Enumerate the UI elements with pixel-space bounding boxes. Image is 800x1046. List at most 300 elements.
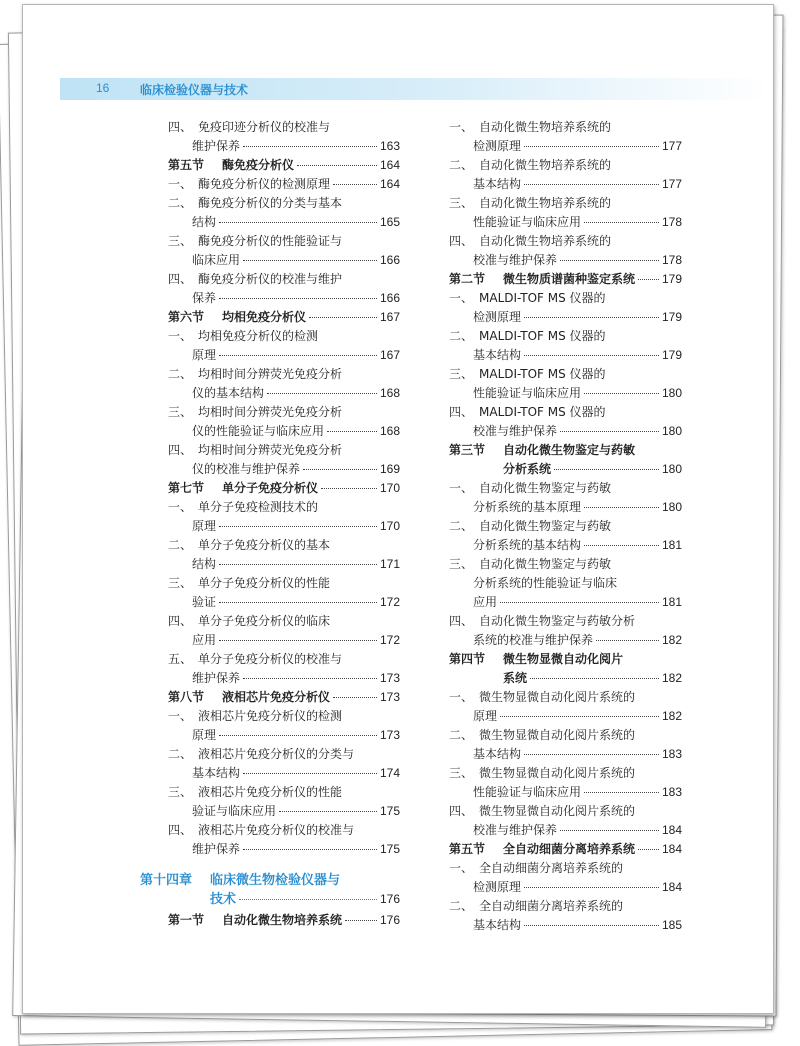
section-title: 微生物质谱菌种鉴定系统 [503,272,636,286]
item-title: 临床应用 [192,253,241,267]
item-text-line [449,327,682,346]
item-text-line [473,137,682,156]
toc-page-number: 183 [661,785,682,799]
item-title: 酶免疫分析仪的检测原理 [198,177,331,191]
item-text-line [449,517,682,536]
item-text-line [192,631,400,650]
item-text-line [449,479,682,498]
item-title: 检测原理 [473,310,522,324]
item-title: 自动化微生物鉴定与药敏分析 [479,614,636,628]
item-marker: 二、 [449,329,474,343]
item-text-line [449,555,682,574]
item-title: 仪的校准与维护保养 [192,462,301,476]
toc-item-entry[interactable] [449,289,682,327]
item-title: 校准与维护保养 [473,823,558,837]
toc-page-number: 184 [661,842,682,856]
chapter-title: 临床微生物检验仪器与 [210,873,341,888]
dot-leader [279,811,377,812]
dot-leader [243,678,377,679]
item-text-line [449,612,682,631]
item-title: 校准与维护保养 [473,253,558,267]
section-number: 第五节 [168,158,205,172]
item-title: 自动化微生物鉴定与药敏 [479,481,612,495]
item-text-line [192,137,400,156]
item-text-line [192,251,400,270]
item-text-line [168,441,400,460]
item-title: 液相芯片免疫分析仪的检测 [198,709,343,723]
toc-section-entry[interactable] [449,441,682,479]
item-title: 自动化微生物鉴定与药敏 [479,557,612,571]
toc-section-entry[interactable] [168,911,400,930]
toc-item-entry[interactable] [168,821,400,859]
item-title: 均相免疫分析仪的检测 [198,329,319,343]
item-text-line [473,308,682,327]
item-marker: 一、 [168,177,193,191]
toc-item-entry[interactable] [168,327,400,365]
section-title: 液相芯片免疫分析仪 [222,690,331,704]
dot-leader [219,735,377,736]
item-title: 维护保养 [192,842,241,856]
item-marker: 二、 [449,519,474,533]
section-number: 第五节 [449,842,486,856]
section-title: 自动化微生物鉴定与药敏 [503,443,636,457]
toc-page-number: 178 [661,253,682,267]
item-text-line [449,688,682,707]
item-title: 微生物显微自动化阅片系统的 [479,728,636,742]
item-title: MALDI-TOF MS 仪器的 [479,291,606,305]
section-title-line [449,650,682,669]
section-number: 第八节 [168,690,205,704]
book-title: 临床检验仪器与技术 [140,83,249,97]
toc-item-entry[interactable] [168,118,400,156]
item-title: 性能验证与临床应用 [473,215,582,229]
item-title: 性能验证与临床应用 [473,785,582,799]
item-title: 酶免疫分析仪的性能验证与 [198,234,343,248]
item-title: 免疫印迹分析仪的校准与 [198,120,331,134]
item-title: 基本结构 [473,177,522,191]
dot-leader [554,469,659,470]
item-title: 单分子免疫分析仪的性能 [198,576,331,590]
item-text-line [449,232,682,251]
dot-leader [243,773,377,774]
dot-leader [297,165,377,166]
toc-item-entry[interactable] [449,555,682,612]
item-text-line [168,650,400,669]
toc-section-entry[interactable] [449,270,682,289]
item-text-line [168,745,400,764]
section-number: 第一节 [168,913,205,927]
dot-leader [500,602,659,603]
item-marker: 二、 [168,367,193,381]
chapter-number: 第十四章 [140,873,193,888]
item-marker: 一、 [168,709,193,723]
dot-leader [219,602,377,603]
item-marker: 三、 [168,405,193,419]
item-text-line [473,745,682,764]
item-title: 分析系统的性能验证与临床 [473,576,618,590]
toc-item-entry[interactable] [168,650,400,688]
dot-leader [584,792,659,793]
item-text-line [192,555,400,574]
item-text-line [168,783,400,802]
toc-section-entry[interactable] [168,308,400,327]
item-text-line [168,821,400,840]
dot-leader [596,640,659,641]
toc-page-number: 181 [661,595,682,609]
item-title: 验证与临床应用 [192,804,277,818]
dot-leader [219,640,377,641]
item-title: 原理 [192,348,217,362]
item-text-line [449,194,682,213]
section-number: 第七节 [168,481,205,495]
item-title: 分析系统的基本结构 [473,538,582,552]
item-title: 系统的校准与维护保养 [473,633,594,647]
toc-page-number: 177 [661,177,682,191]
toc-chapter-entry[interactable] [140,871,400,909]
toc-item-entry[interactable] [168,270,400,308]
item-marker: 四、 [168,614,193,628]
item-text-line [449,403,682,422]
chapter-title-line [140,871,400,890]
item-marker: 四、 [168,443,193,457]
item-text-line [192,593,400,612]
toc-page-number: 182 [661,633,682,647]
toc-page-number: 166 [379,291,400,305]
item-title: 单分子免疫检测技术的 [198,500,319,514]
item-title: MALDI-TOF MS 仪器的 [479,405,606,419]
toc-item-entry[interactable] [449,764,682,802]
item-marker: 一、 [449,120,474,134]
item-text-line [449,726,682,745]
dot-leader [560,431,659,432]
item-title: 维护保养 [192,139,241,153]
item-title: 原理 [192,728,217,742]
toc-page-number: 170 [379,519,400,533]
toc-item-entry[interactable] [449,118,682,156]
toc-item-entry[interactable] [168,745,400,783]
item-title: 保养 [192,291,217,305]
item-text-line [192,802,400,821]
item-text-line [192,460,400,479]
dot-leader [219,298,377,299]
item-marker: 三、 [449,766,474,780]
toc-right-column [449,118,682,935]
dot-leader [524,146,659,147]
item-marker: 三、 [449,196,474,210]
toc-page-number: 174 [379,766,400,780]
item-title: 单分子免疫分析仪的临床 [198,614,331,628]
item-title: 酶免疫分析仪的分类与基本 [198,196,343,210]
item-text-line [473,574,682,593]
item-text-line [473,878,682,897]
toc-item-entry[interactable] [168,403,400,441]
dot-leader [321,488,377,489]
toc-page-number: 169 [379,462,400,476]
item-text-line [473,631,682,650]
item-text-line [192,213,400,232]
toc-item-entry[interactable] [449,156,682,194]
item-title: 自动化微生物培养系统的 [479,234,612,248]
item-title: 自动化微生物鉴定与药敏 [479,519,612,533]
dot-leader [638,849,659,850]
toc-page-number: 176 [379,913,400,927]
item-title: 原理 [192,519,217,533]
item-marker: 二、 [168,538,193,552]
toc-item-entry[interactable] [449,688,682,726]
item-text-line [192,764,400,783]
item-text-line [168,574,400,593]
item-text-line [473,498,682,517]
item-title: 微生物显微自动化阅片系统的 [479,766,636,780]
page-number: 16 [96,81,110,95]
toc-item-entry[interactable] [168,365,400,403]
toc-page-number: 167 [379,348,400,362]
section-title: 酶免疫分析仪 [222,158,295,172]
dot-leader [309,317,377,318]
item-title: 校准与维护保养 [473,424,558,438]
section-number: 第六节 [168,310,205,324]
item-marker: 四、 [168,120,193,134]
item-text-line [168,118,400,137]
toc-page-number: 185 [661,918,682,932]
section-title-line [449,460,682,479]
item-text-line [473,593,682,612]
toc-item-entry[interactable] [168,232,400,270]
dot-leader [524,887,659,888]
chapter-title-line [140,890,400,909]
item-text-line [192,346,400,365]
toc-page-number: 179 [661,348,682,362]
dot-leader [219,355,377,356]
section-title: 微生物显微自动化阅片 [503,652,624,666]
dot-leader [267,393,377,394]
item-text-line [473,783,682,802]
toc-section-entry[interactable] [449,650,682,688]
item-text-line [473,213,682,232]
item-marker: 三、 [168,785,193,799]
item-text-line [168,194,400,213]
dot-leader [584,393,659,394]
item-title: 均相时间分辨荧光免疫分析 [198,405,343,419]
toc-item-entry[interactable] [168,498,400,536]
item-text-line [473,346,682,365]
item-text-line [449,897,682,916]
item-text-line [449,156,682,175]
item-title: 微生物显微自动化阅片系统的 [479,690,636,704]
item-text-line [473,422,682,441]
toc-left-column [140,118,400,930]
toc-item-entry[interactable] [168,194,400,232]
item-text-line [449,802,682,821]
item-title: 仪的基本结构 [192,386,265,400]
toc-item-entry[interactable] [449,859,682,897]
item-marker: 一、 [449,291,474,305]
dot-leader [530,678,659,679]
item-marker: 四、 [168,272,193,286]
item-title: 检测原理 [473,139,522,153]
toc-page-number: 176 [379,892,400,906]
item-marker: 三、 [449,367,474,381]
toc-page-number: 165 [379,215,400,229]
toc-item-entry[interactable] [168,441,400,479]
item-text-line [449,764,682,783]
item-title: 均相时间分辨荧光免疫分析 [198,367,343,381]
item-title: 原理 [473,709,498,723]
item-title: 基本结构 [473,918,522,932]
item-text-line [473,175,682,194]
item-text-line [473,821,682,840]
item-text-line [192,517,400,536]
toc-item-entry[interactable] [449,403,682,441]
toc-page-number: 178 [661,215,682,229]
item-text-line [449,859,682,878]
toc-page-number: 184 [661,823,682,837]
item-title: 全自动细菌分离培养系统的 [479,899,624,913]
item-marker: 二、 [449,158,474,172]
dot-leader [524,355,659,356]
item-marker: 二、 [168,196,193,210]
toc-item-entry[interactable] [168,707,400,745]
section-title: 分析系统 [503,462,552,476]
item-title: 性能验证与临床应用 [473,386,582,400]
item-text-line [473,916,682,935]
item-title: 自动化微生物培养系统的 [479,196,612,210]
dot-leader [219,564,377,565]
toc-item-entry[interactable] [449,365,682,403]
dot-leader [243,849,377,850]
item-text-line [168,536,400,555]
item-marker: 四、 [449,234,474,248]
toc-item-entry[interactable] [449,194,682,232]
toc-page-number: 173 [379,671,400,685]
item-text-line [192,840,400,859]
item-text-line [168,612,400,631]
item-title: 均相时间分辨荧光免疫分析 [198,443,343,457]
section-number: 第四节 [449,652,486,666]
item-title: 验证 [192,595,217,609]
toc-page-number: 164 [379,177,400,191]
toc-item-entry[interactable] [449,327,682,365]
item-title: 单分子免疫分析仪的校准与 [198,652,343,666]
toc-page-number: 177 [661,139,682,153]
item-title: 检测原理 [473,880,522,894]
section-title: 自动化微生物培养系统 [222,913,343,927]
item-title: 自动化微生物培养系统的 [479,120,612,134]
section-title-line [449,441,682,460]
toc-page-number: 173 [379,690,400,704]
item-text-line [168,175,400,194]
toc-page-number: 168 [379,424,400,438]
item-title: 仪的性能验证与临床应用 [192,424,325,438]
toc-item-entry[interactable] [449,612,682,650]
toc-item-entry[interactable] [449,726,682,764]
section-title: 系统 [503,671,528,685]
toc-item-entry[interactable] [168,612,400,650]
toc-item-entry[interactable] [168,783,400,821]
section-number: 第三节 [449,443,486,457]
toc-page-number: 168 [379,386,400,400]
item-title: 自动化微生物培养系统的 [479,158,612,172]
dot-leader [239,899,377,900]
toc-section-entry[interactable] [449,840,682,859]
toc-page-number: 182 [661,709,682,723]
toc-page-number: 166 [379,253,400,267]
toc-page-number: 175 [379,804,400,818]
toc-page-number: 170 [379,481,400,495]
toc-page-number: 172 [379,595,400,609]
item-marker: 四、 [449,804,474,818]
toc-page-number: 184 [661,880,682,894]
toc-item-entry[interactable] [449,232,682,270]
toc-item-entry[interactable] [449,802,682,840]
dot-leader [219,222,377,223]
item-title: 液相芯片免疫分析仪的性能 [198,785,343,799]
item-text-line [192,422,400,441]
item-text-line [449,365,682,384]
dot-leader [524,754,659,755]
item-title: 结构 [192,557,217,571]
item-marker: 一、 [168,500,193,514]
toc-section-entry[interactable] [168,479,400,498]
section-title: 全自动细菌分离培养系统 [503,842,636,856]
dot-leader [560,260,659,261]
item-title: 单分子免疫分析仪的基本 [198,538,331,552]
item-marker: 四、 [449,614,474,628]
toc-section-entry[interactable] [168,156,400,175]
item-text-line [168,707,400,726]
toc-item-entry[interactable] [168,536,400,574]
dot-leader [524,317,659,318]
item-marker: 一、 [449,861,474,875]
toc-page-number: 179 [661,272,682,286]
toc-page-number: 173 [379,728,400,742]
item-text-line [473,536,682,555]
item-marker: 一、 [449,481,474,495]
toc-item-entry[interactable] [449,479,682,517]
section-title: 均相免疫分析仪 [222,310,307,324]
item-text-line [168,498,400,517]
item-title: 全自动细菌分离培养系统的 [479,861,624,875]
item-text-line [168,327,400,346]
item-title: 酶免疫分析仪的校准与维护 [198,272,343,286]
toc-page-number: 171 [379,557,400,571]
item-text-line [473,251,682,270]
item-title: 维护保养 [192,671,241,685]
dot-leader [500,716,659,717]
item-marker: 三、 [168,234,193,248]
item-marker: 三、 [449,557,474,571]
toc-item-entry[interactable] [449,897,682,935]
toc-page-number: 179 [661,310,682,324]
toc-page-number: 183 [661,747,682,761]
item-marker: 四、 [449,405,474,419]
item-marker: 三、 [168,576,193,590]
toc-item-entry[interactable] [168,574,400,612]
dot-leader [584,545,659,546]
dot-leader [243,260,377,261]
dot-leader [219,526,377,527]
toc-section-entry[interactable] [168,688,400,707]
item-title: 结构 [192,215,217,229]
toc-item-entry[interactable] [168,175,400,194]
toc-page-number: 175 [379,842,400,856]
toc-page-number: 180 [661,500,682,514]
toc-item-entry[interactable] [449,517,682,555]
item-marker: 二、 [449,899,474,913]
dot-leader [584,222,659,223]
item-title: 应用 [192,633,217,647]
item-title: 分析系统的基本原理 [473,500,582,514]
